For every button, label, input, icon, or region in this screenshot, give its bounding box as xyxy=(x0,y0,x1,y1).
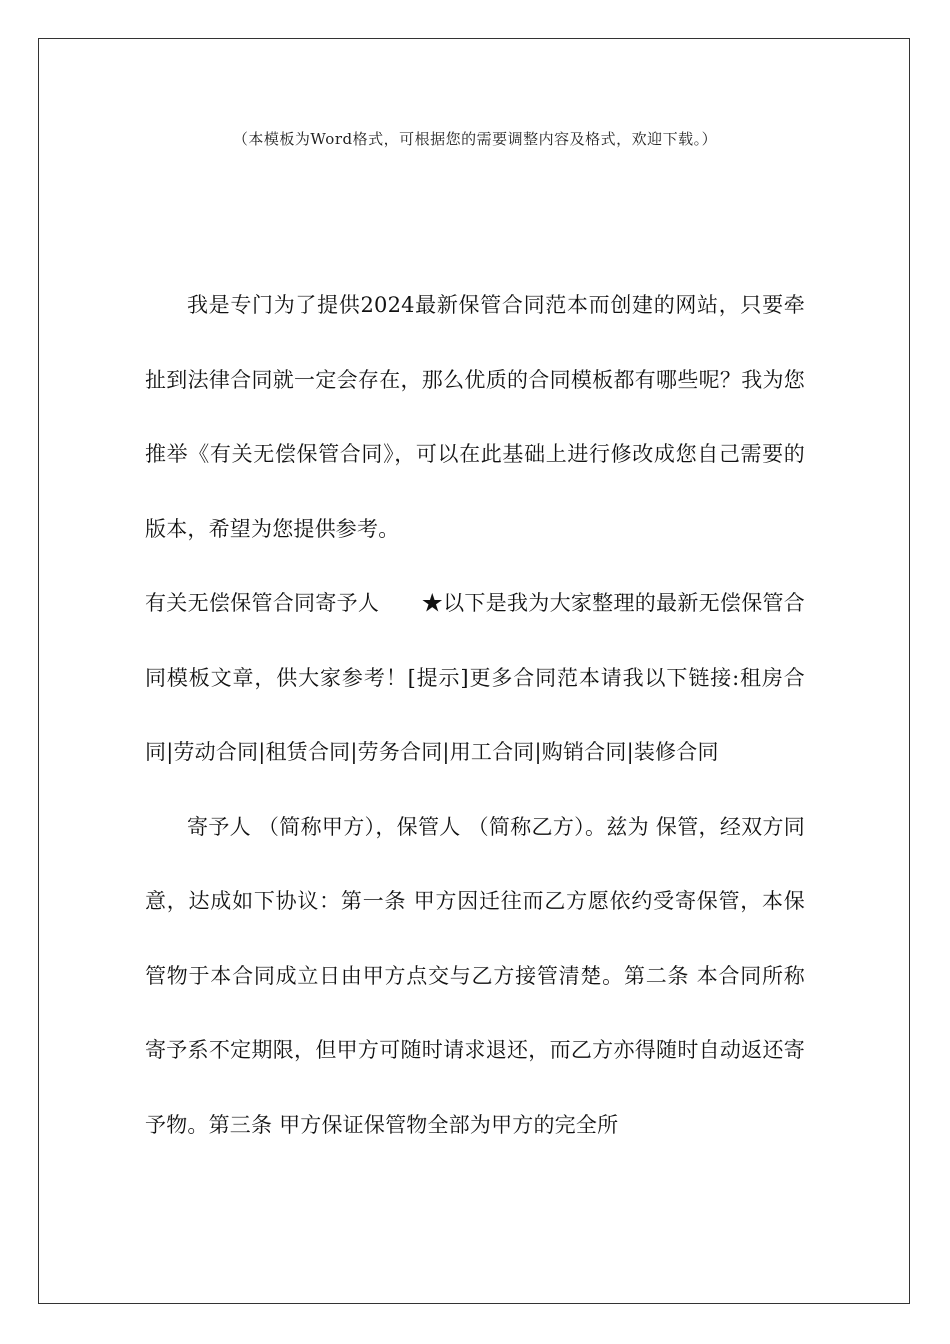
document-body xyxy=(145,268,805,1162)
contract-paragraph: 寄予人 （简称甲方），保管人 （简称乙方）。兹为 保管，经双方同意，达成如下协议：第一条 甲方因迁往而乙方愿依约受寄保管，本保管物于本合同成立日由甲方点交与乙方接管清楚。第二条 本合同所称寄予系不定期限，但甲方可随时请求退还，而乙方亦得随时自动返还寄予物。第三条 甲方保证保管物全部为甲方的完全所 xyxy=(145,814,805,1137)
template-note: （本模板为Word格式，可根据您的需要调整内容及格式，欢迎下载。） xyxy=(232,130,718,148)
intro-paragraph: 我是专门为了提供2024最新保管合同范本而创建的网站，只要牵扯到法律合同就一定会存在，那么优质的合同模板都有哪些呢？我为您推举《有关无偿保管合同》，可以在此基础上进行修改成您自己需要的版本，希望为您提供参考。 xyxy=(145,293,805,541)
links-paragraph: 有关无偿保管合同寄予人 ★以下是我为大家整理的最新无偿保管合同模板文章，供大家参考！[提示]更多合同范本请我以下链接:租房合同|劳动合同|租赁合同|劳务合同|用工合同|购销合同|装修合同 xyxy=(145,591,805,764)
